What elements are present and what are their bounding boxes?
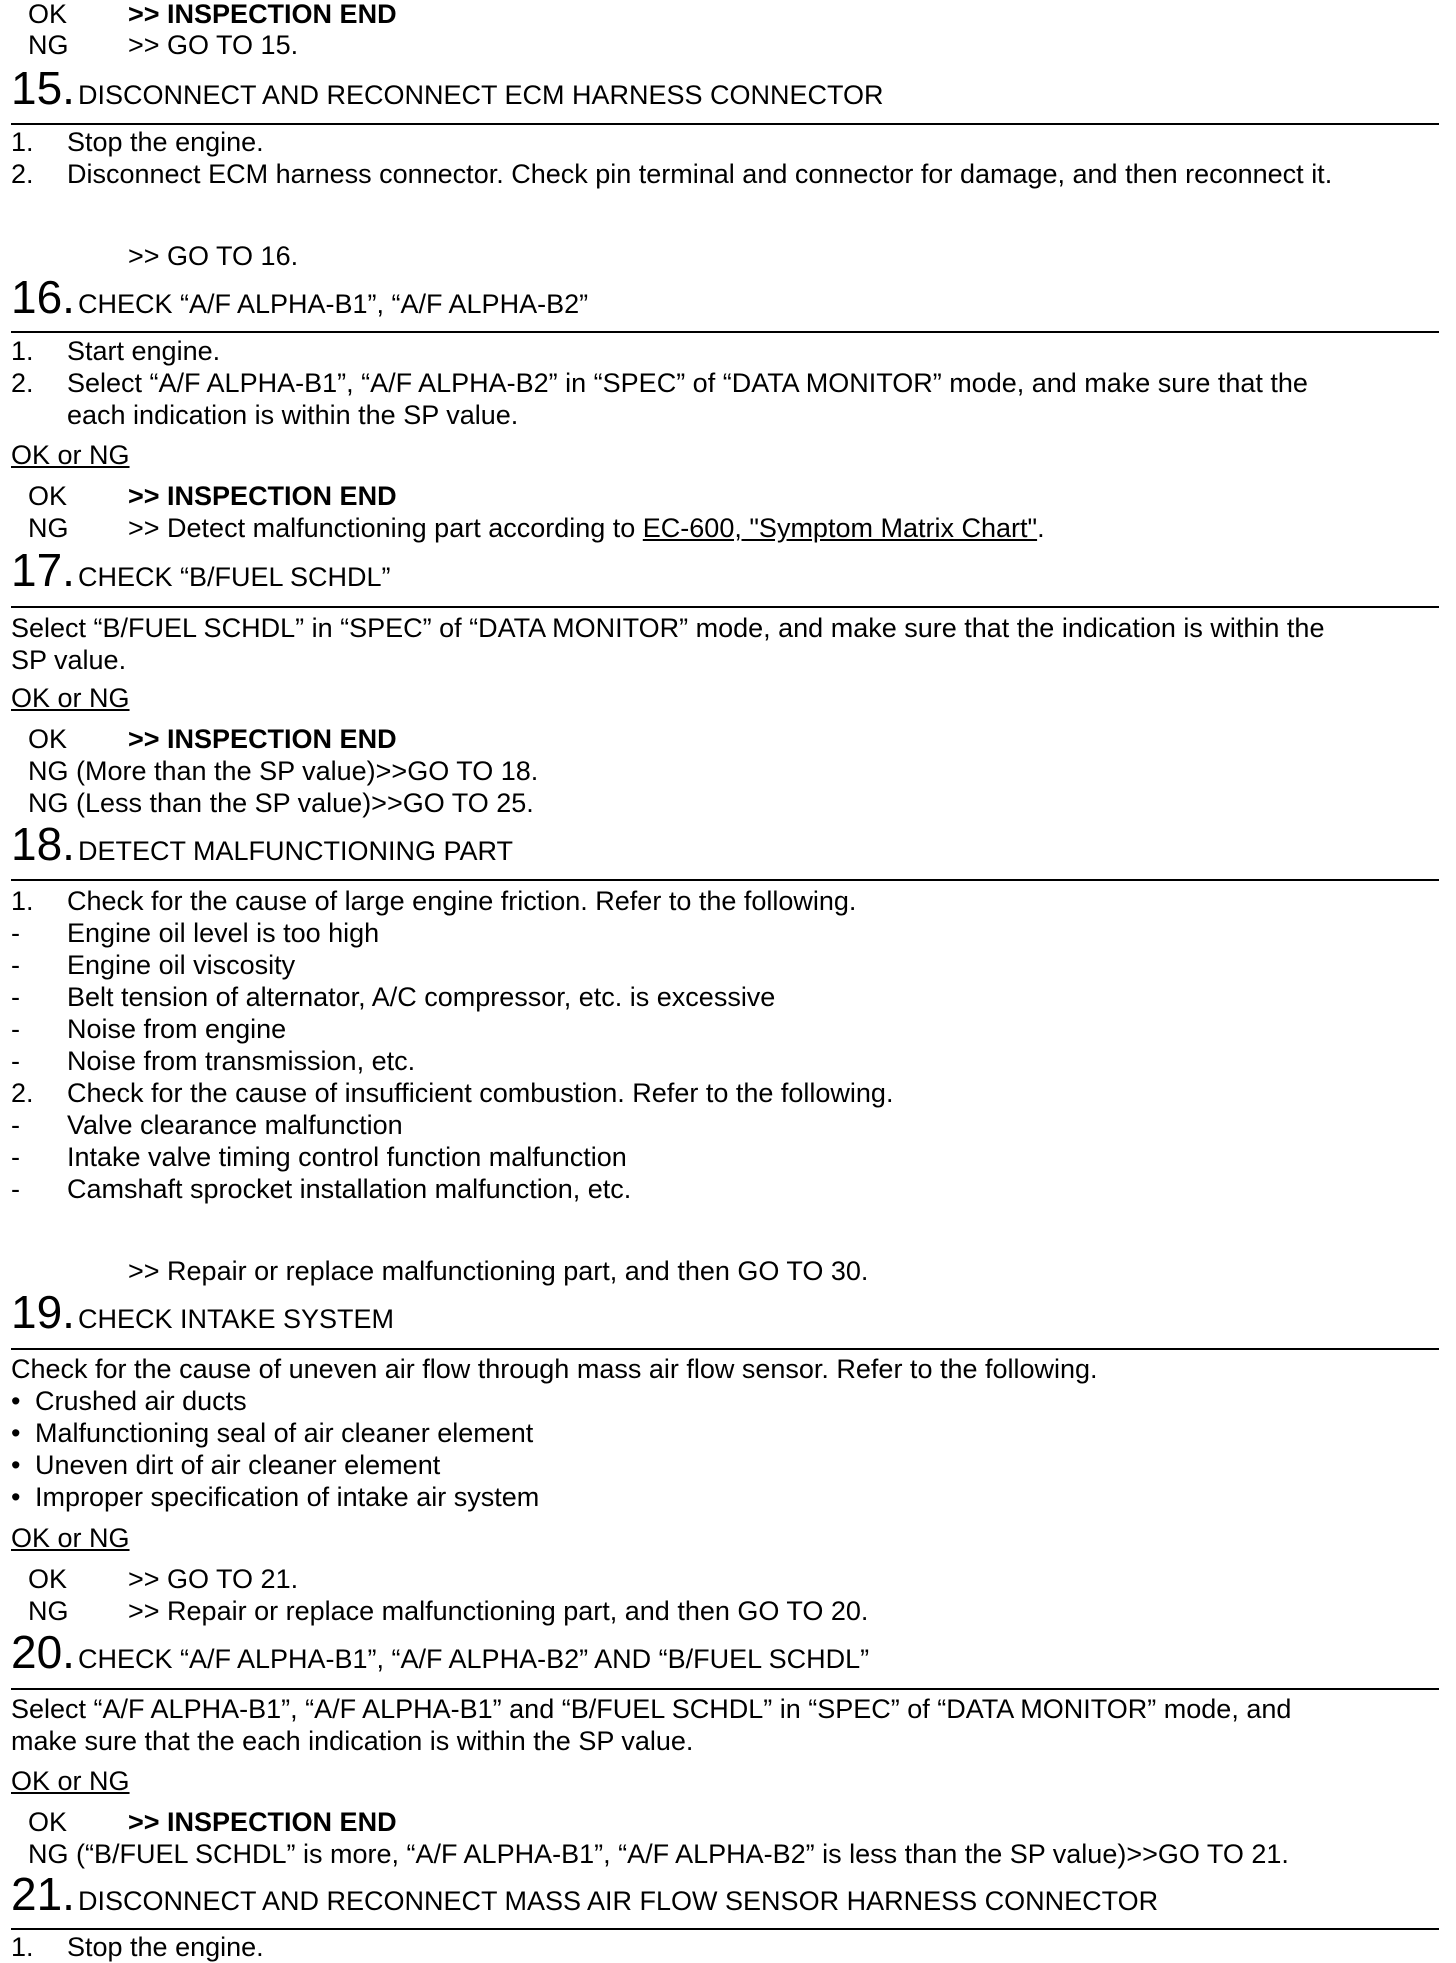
ng-label: NG [28,513,69,543]
step-title: CHECK “B/FUEL SCHDL” [77,562,391,592]
bullet-marker: • [11,1386,21,1416]
list-item: Engine oil viscosity [67,950,296,980]
goto-text: >> Repair or replace malfunctioning part, and then GO TO 30. [128,1256,869,1286]
step-text: Stop the engine. [67,127,264,157]
ok-label: OK [28,0,68,29]
step-marker: 2. [11,368,34,398]
step-number: 21. [11,1868,75,1920]
list-marker: - [11,1046,20,1076]
divider [11,1348,1439,1350]
bullet-item: Improper specification of intake air system [35,1482,540,1512]
list-marker: - [11,950,20,980]
step-marker: 1. [11,336,34,366]
step-number: 15. [11,62,75,114]
ng-label: NG [28,30,69,60]
ng-action: >> GO TO 15. [128,30,299,60]
ok-label: OK [28,481,68,511]
list-marker: - [11,982,20,1012]
list-item: Belt tension of alternator, A/C compressor, etc. is excessive [67,982,776,1012]
divider [11,606,1439,608]
list-marker: - [11,1110,20,1140]
ok-label: OK [28,1807,68,1837]
ok-or-ng-label: OK or NG [11,1523,130,1553]
list-item: Noise from transmission, etc. [67,1046,416,1076]
step-title: CHECK INTAKE SYSTEM [77,1304,395,1334]
body-text: Check for the cause of uneven air flow through mass air flow sensor. Refer to the following. [11,1354,1098,1384]
divider [11,1688,1439,1690]
section-17-heading [11,546,391,594]
step-text: Select “A/F ALPHA-B1”, “A/F ALPHA-B2” in “SPEC” of “DATA MONITOR” mode, and make sure that the [67,368,1308,398]
ok-action: >> GO TO 21. [128,1564,299,1594]
list-marker: - [11,1014,20,1044]
step-title: DISCONNECT AND RECONNECT ECM HARNESS CONNECTOR [77,80,884,110]
step-text: Start engine. [67,336,221,366]
ng-action [128,512,1045,544]
ng-action: >> Repair or replace malfunctioning part, and then GO TO 20. [128,1596,869,1626]
step-text-continued: each indication is within the SP value. [67,400,519,430]
goto-text: >> GO TO 16. [128,241,299,271]
list-marker: - [11,1142,20,1172]
ng-action-text: >> Detect malfunctioning part according to [128,513,643,543]
step-title: DISCONNECT AND RECONNECT MASS AIR FLOW SENSOR HARNESS CONNECTOR [77,1886,1159,1916]
ok-or-ng-label: OK or NG [11,1766,130,1796]
step-title: CHECK “A/F ALPHA-B1”, “A/F ALPHA-B2” [77,289,589,319]
divider [11,123,1439,125]
step-number: 18. [11,818,75,870]
section-18-heading [11,820,513,868]
list-item: Check for the cause of large engine friction. Refer to the following. [67,886,857,916]
list-item: Valve clearance malfunction [67,1110,403,1140]
ng-action: NG (“B/FUEL SCHDL” is more, “A/F ALPHA-B1”, “A/F ALPHA-B2” is less than the SP value)>>GO TO 21. [28,1839,1289,1869]
body-text: Select “A/F ALPHA-B1”, “A/F ALPHA-B1” and “B/FUEL SCHDL” in “SPEC” of “DATA MONITOR” mode, and [11,1694,1292,1724]
section-21-heading [11,1870,1158,1918]
list-marker: 2. [11,1078,34,1108]
section-20-heading [11,1628,869,1676]
list-item: Engine oil level is too high [67,918,380,948]
ng-more-action: NG (More than the SP value)>>GO TO 18. [28,756,539,786]
step-number: 19. [11,1286,75,1338]
ok-or-ng-label: OK or NG [11,683,130,713]
bullet-marker: • [11,1450,21,1480]
list-marker: 1. [11,886,34,916]
list-marker: - [11,1174,20,1204]
list-item: Intake valve timing control function malfunction [67,1142,627,1172]
ok-action: >> INSPECTION END [128,0,397,29]
step-marker: 2. [11,159,34,189]
list-marker: - [11,918,20,948]
section-19-heading [11,1288,394,1336]
bullet-item: Uneven dirt of air cleaner element [35,1450,441,1480]
step-number: 16. [11,271,75,323]
step-marker: 1. [11,1932,34,1962]
body-text: Select “B/FUEL SCHDL” in “SPEC” of “DATA MONITOR” mode, and make sure that the indication is within the [11,613,1325,643]
divider [11,879,1439,881]
step-title: DETECT MALFUNCTIONING PART [77,836,513,866]
divider [11,1928,1439,1930]
step-text: Disconnect ECM harness connector. Check pin terminal and connector for damage, and then reconnect it. [67,159,1333,189]
ok-label: OK [28,1564,68,1594]
ng-label: NG [28,1596,69,1626]
section-16-heading [11,273,588,321]
body-text: SP value. [11,645,127,675]
section-15-heading [11,64,884,112]
ok-action: >> INSPECTION END [128,1807,397,1837]
body-text: make sure that the each indication is within the SP value. [11,1726,694,1756]
bullet-item: Malfunctioning seal of air cleaner element [35,1418,534,1448]
step-marker: 1. [11,127,34,157]
step-number: 17. [11,544,75,596]
list-item: Camshaft sprocket installation malfunction, etc. [67,1174,632,1204]
ok-or-ng-label: OK or NG [11,440,130,470]
step-number: 20. [11,1626,75,1678]
ng-action-suffix: . [1037,513,1045,543]
ok-action: >> INSPECTION END [128,724,397,754]
ok-label: OK [28,724,68,754]
divider [11,331,1439,333]
ok-action: >> INSPECTION END [128,481,397,511]
bullet-item: Crushed air ducts [35,1386,247,1416]
list-item: Check for the cause of insufficient combustion. Refer to the following. [67,1078,894,1108]
list-item: Noise from engine [67,1014,287,1044]
bullet-marker: • [11,1418,21,1448]
ng-less-action: NG (Less than the SP value)>>GO TO 25. [28,788,534,818]
symptom-matrix-link[interactable]: EC-600, "Symptom Matrix Chart" [642,513,1038,543]
step-title: CHECK “A/F ALPHA-B1”, “A/F ALPHA-B2” AND “B/FUEL SCHDL” [77,1644,870,1674]
bullet-marker: • [11,1482,21,1512]
step-text: Stop the engine. [67,1932,264,1962]
